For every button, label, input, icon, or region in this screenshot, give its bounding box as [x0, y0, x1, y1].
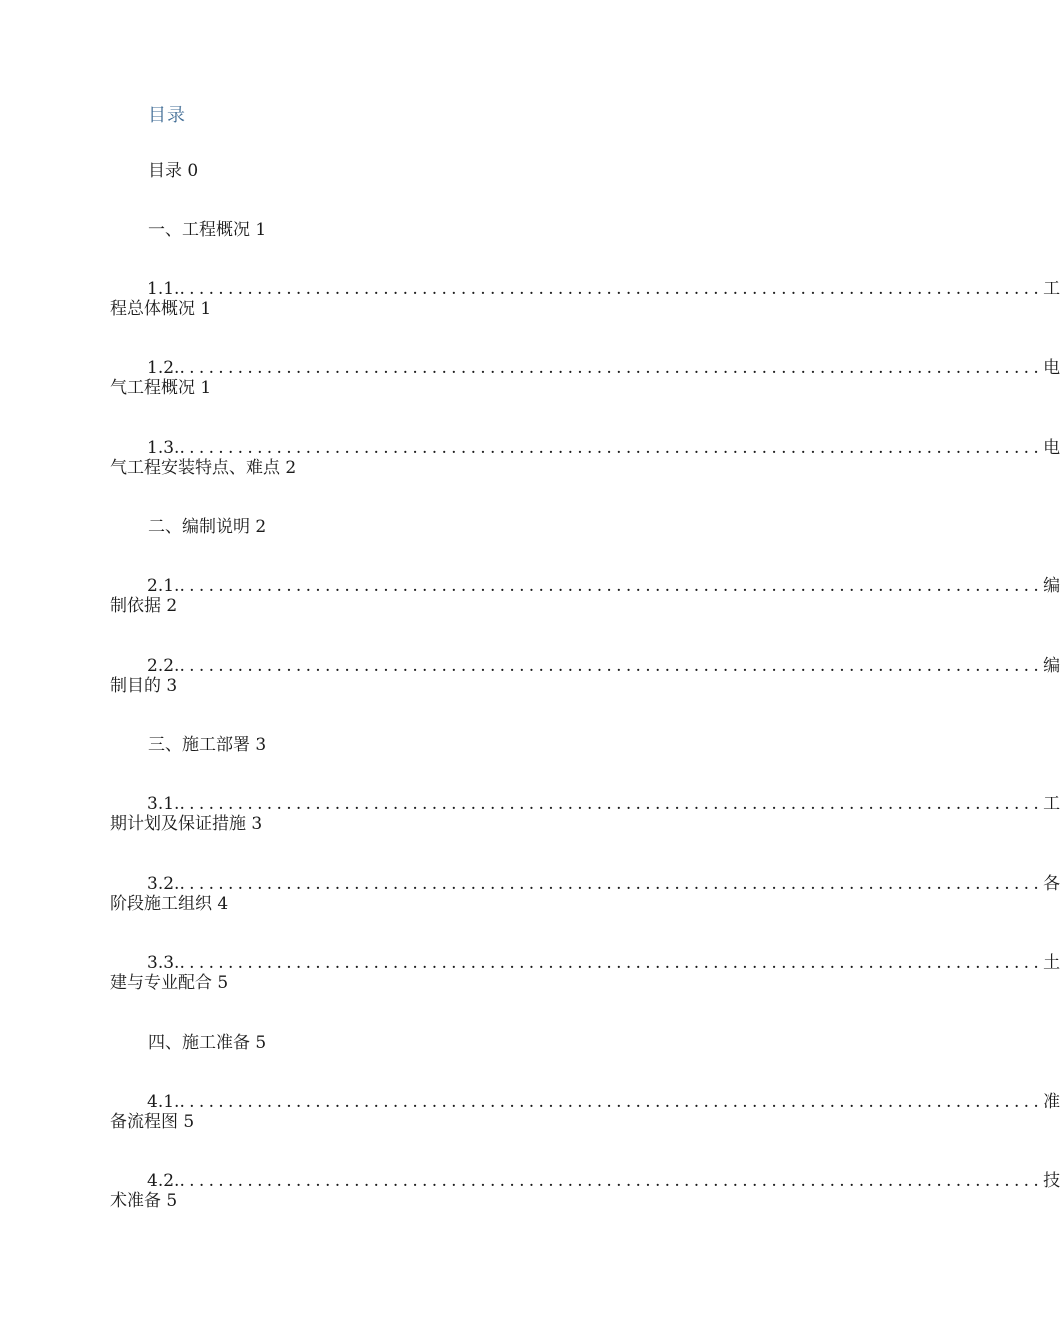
toc-item-title: 程总体概况 1 [110, 299, 212, 319]
toc-item-number: 1.2. [147, 358, 180, 378]
toc-leader-dots: ......................................................................................... [179, 1171, 1044, 1191]
toc-item-number: 1.1. [147, 279, 180, 299]
toc-item-3-2[interactable] [110, 873, 1060, 917]
toc-item-title: 术准备 5 [110, 1191, 178, 1211]
toc-item-4-2[interactable] [110, 1170, 1060, 1214]
toc-section-1[interactable]: 一、工程概况 1 [148, 220, 267, 240]
toc-item-title: 建与专业配合 5 [110, 973, 229, 993]
toc-heading: 目录 [148, 105, 186, 126]
toc-item-lead-char: 准 [1043, 1092, 1060, 1112]
toc-item-number: 4.2. [147, 1171, 180, 1191]
toc-leader-dots: ......................................................................................... [179, 953, 1044, 973]
toc-item-number: 3.3. [147, 953, 180, 973]
toc-entry-self[interactable]: 目录 0 [148, 161, 199, 181]
toc-item-4-1[interactable] [110, 1091, 1060, 1135]
toc-item-lead-char: 各 [1043, 874, 1060, 894]
toc-item-title: 期计划及保证措施 3 [110, 814, 263, 834]
toc-item-number: 1.3. [147, 438, 180, 458]
toc-leader-dots: ......................................................................................... [179, 576, 1044, 596]
toc-leader-dots: ......................................................................................... [179, 279, 1044, 299]
toc-item-number: 2.2. [147, 656, 180, 676]
toc-item-1-2[interactable] [110, 357, 1060, 401]
toc-item-3-3[interactable] [110, 952, 1060, 996]
toc-leader-dots: ......................................................................................... [179, 794, 1044, 814]
toc-item-number: 3.2. [147, 874, 180, 894]
toc-item-lead-char: 编 [1043, 656, 1060, 676]
toc-item-number: 4.1. [147, 1092, 180, 1112]
toc-item-lead-char: 电 [1043, 358, 1060, 378]
toc-item-lead-char: 编 [1043, 576, 1060, 596]
toc-item-title: 制目的 3 [110, 676, 178, 696]
toc-item-title: 气工程概况 1 [110, 378, 212, 398]
toc-item-3-1[interactable] [110, 793, 1060, 837]
toc-item-lead-char: 工 [1043, 794, 1060, 814]
toc-section-2[interactable]: 二、编制说明 2 [148, 517, 267, 537]
toc-item-title: 阶段施工组织 4 [110, 894, 229, 914]
toc-leader-dots: ......................................................................................... [179, 358, 1044, 378]
toc-item-number: 2.1. [147, 576, 180, 596]
toc-leader-dots: ......................................................................................... [179, 438, 1044, 458]
toc-item-lead-char: 电 [1043, 438, 1060, 458]
toc-item-2-2[interactable] [110, 655, 1060, 699]
toc-item-lead-char: 土 [1043, 953, 1060, 973]
toc-item-title: 气工程安装特点、难点 2 [110, 458, 297, 478]
toc-item-1-3[interactable] [110, 437, 1060, 481]
toc-item-lead-char: 工 [1043, 279, 1060, 299]
toc-leader-dots: ......................................................................................... [179, 874, 1044, 894]
toc-item-title: 制依据 2 [110, 596, 178, 616]
toc-section-3[interactable]: 三、施工部署 3 [148, 735, 267, 755]
toc-item-2-1[interactable] [110, 575, 1060, 619]
toc-section-4[interactable]: 四、施工准备 5 [148, 1033, 267, 1053]
toc-item-title: 备流程图 5 [110, 1112, 195, 1132]
toc-item-lead-char: 技 [1043, 1171, 1060, 1191]
toc-item-1-1[interactable] [110, 278, 1060, 322]
toc-leader-dots: ......................................................................................... [179, 656, 1044, 676]
toc-leader-dots: ......................................................................................... [179, 1092, 1044, 1112]
toc-item-number: 3.1. [147, 794, 180, 814]
